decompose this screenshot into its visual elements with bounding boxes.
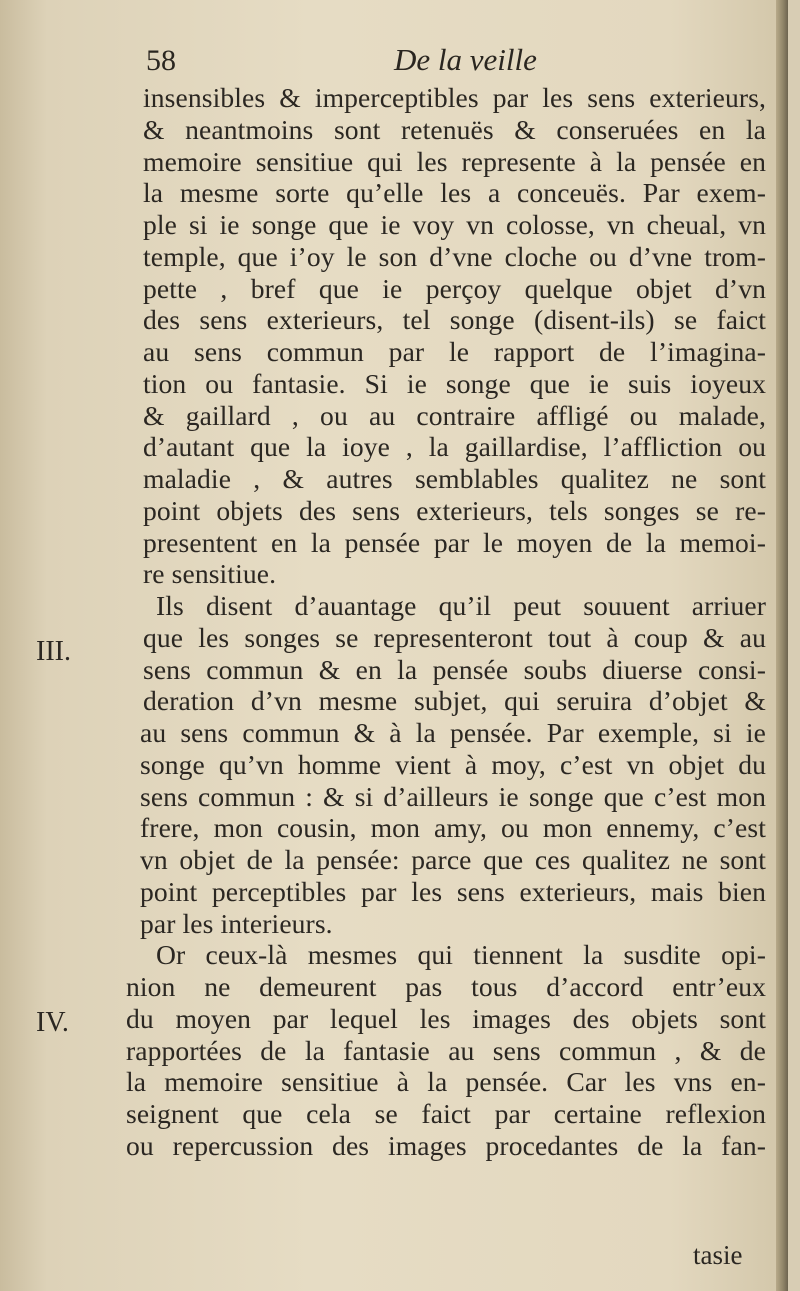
text-line: Ils disent d’auantage qu’il peut souuent arriuer [156, 590, 766, 621]
margin-note-section-4: IV. [36, 1007, 69, 1038]
text-line: des sens exterieurs, tel songe (disent-ils) se faict [143, 304, 766, 336]
text-line: Or ceux-là mesmes qui tiennent la susdite opi- [156, 939, 766, 971]
page-edge-shadow [776, 0, 788, 1291]
running-title: De la veille [394, 42, 537, 77]
text-line: d’autant que la ioye , la gaillardise, l’affliction ou [143, 431, 766, 463]
text-line: point perceptibles par les sens exterieurs, mais bien [140, 875, 766, 907]
text-line: pette , bref que ie perçoy quelque objet d’vn [143, 272, 766, 304]
text-line: la memoire sensitiue à la pensée. Car les vns en- [126, 1066, 766, 1098]
text-line: du moyen par lequel les images des objets sont [126, 1002, 766, 1034]
text-line: songe qu’vn homme vient à moy, c’est vn objet du [140, 748, 766, 780]
text-line: que les songes se representeront tout à coup & au [143, 621, 766, 653]
catchword: tasie [693, 1240, 743, 1270]
text-line: ple si ie songe que ie voy vn colosse, vn cheual, vn [143, 209, 766, 240]
text-line: sens commun : & si d’ailleurs ie songe que c’est mon [140, 780, 766, 812]
text-line: maladie , & autres semblables qualitez ne sont [143, 463, 766, 494]
text-line: deration d’vn mesme subjet, qui seruira d’objet & [143, 685, 766, 717]
body-text [126, 82, 766, 1162]
text-line: sens commun & en la pensée soubs diuerse consi- [143, 653, 766, 685]
text-line: seignent que cela se faict par certaine reflexion [126, 1098, 766, 1129]
text-line: & neantmoins sont retenuës & conseruées en la [143, 113, 766, 145]
text-line: point objets des sens exterieurs, tels songes se re- [143, 494, 766, 526]
text-line: au sens commun & à la pensée. Par exemple, si ie [140, 717, 766, 748]
margin-note-section-3: III. [36, 636, 71, 667]
page-header [140, 42, 760, 86]
text-line: tion ou fantasie. Si ie songe que ie suis ioyeux [143, 367, 766, 399]
text-line: par les interieurs. [140, 907, 333, 939]
text-line: frere, mon cousin, mon amy, ou mon ennemy, c’est [140, 812, 766, 844]
text-line: insensibles & imperceptibles par les sens exterieurs, [143, 82, 766, 113]
text-line: re sensitiue. [143, 558, 277, 590]
text-line: & gaillard , ou au contraire affligé ou malade, [143, 399, 766, 431]
page-number: 58 [146, 44, 176, 77]
text-line: rapportées de la fantasie au sens commun , & de [126, 1034, 766, 1066]
text-line: memoire sensitiue qui les represente à la pensée en [143, 145, 766, 177]
text-line: ou repercussion des images procedantes de la fan- [126, 1129, 766, 1161]
text-line: temple, que i’oy le son d’vne cloche ou d’vne trom- [143, 240, 766, 272]
text-line: la mesme sorte qu’elle les a conceuës. Par exem- [143, 177, 766, 209]
text-line: presentent en la pensée par le moyen de la memoi- [143, 526, 766, 558]
text-line: nion ne demeurent pas tous d’accord entr’eux [126, 971, 766, 1002]
text-line: vn objet de la pensée: parce que ces qualitez ne sont [140, 844, 766, 875]
text-line: au sens commun par le rapport de l’imagina- [143, 336, 766, 367]
